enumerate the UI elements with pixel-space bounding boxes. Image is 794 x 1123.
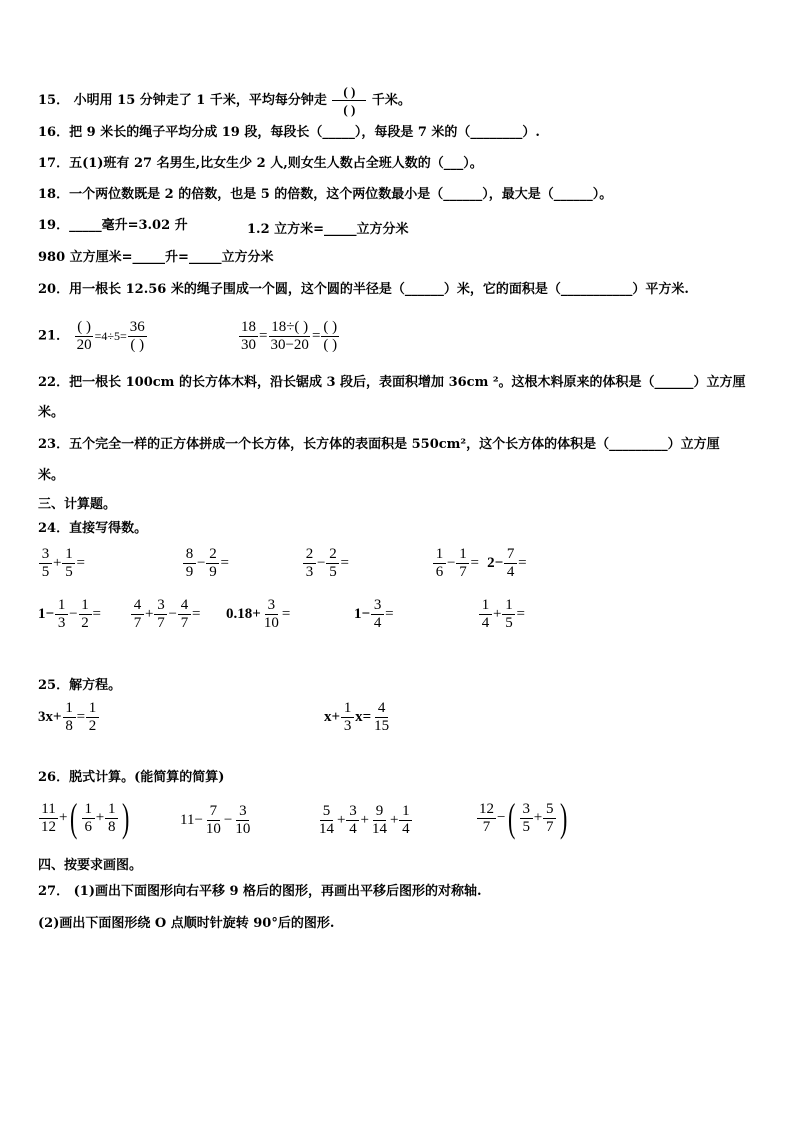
den: 9 bbox=[209, 564, 217, 580]
q24-r1-e4 bbox=[432, 547, 527, 580]
num: 9 bbox=[373, 804, 386, 821]
question-17: 17．五(1)班有 27 名男生,比女生少 2 人,则女生人数占全班人数的（___）。 bbox=[38, 156, 483, 171]
num: 11 bbox=[41, 800, 56, 817]
q26-e1 bbox=[38, 795, 133, 840]
num: 1 bbox=[479, 598, 492, 615]
num: 5 bbox=[320, 804, 333, 821]
q21-mid: =4÷5= bbox=[94, 329, 127, 343]
op: − bbox=[223, 812, 233, 828]
op: + bbox=[59, 809, 68, 826]
num: 1 bbox=[82, 802, 95, 819]
whole: 11− bbox=[180, 812, 203, 828]
q21-f2-den: ( ) bbox=[130, 336, 145, 353]
num: 1 bbox=[502, 598, 515, 615]
whole: 2− bbox=[487, 555, 504, 571]
den: 14 bbox=[371, 821, 387, 837]
q21-frac4 bbox=[268, 320, 310, 353]
num: 3 bbox=[39, 547, 52, 564]
den: 6 bbox=[84, 818, 93, 835]
q21-f4-den: 30−20 bbox=[270, 336, 309, 353]
den: 5 bbox=[505, 615, 513, 631]
eq: = bbox=[470, 555, 479, 571]
num: 3 bbox=[371, 598, 384, 615]
q24-r2-e2 bbox=[130, 598, 200, 631]
num: 1 bbox=[55, 598, 68, 615]
num: 1 bbox=[86, 701, 99, 718]
op: + bbox=[389, 812, 399, 828]
den: 3 bbox=[57, 615, 66, 631]
num: 3 bbox=[520, 802, 533, 819]
num: 3 bbox=[236, 804, 249, 821]
op: + bbox=[533, 809, 543, 826]
den: 14 bbox=[319, 821, 334, 837]
num: 4 bbox=[178, 598, 191, 615]
den: 7 bbox=[180, 615, 189, 631]
num: 4 bbox=[375, 701, 388, 718]
den: 8 bbox=[65, 718, 73, 734]
eq: = bbox=[92, 606, 101, 622]
question-23b: 米。 bbox=[38, 468, 65, 483]
num: 1 bbox=[79, 598, 92, 615]
den: 7 bbox=[133, 615, 142, 631]
q21-f1-den: 20 bbox=[76, 336, 92, 353]
num: 1 bbox=[456, 547, 469, 564]
num: 3 bbox=[154, 598, 167, 615]
den: 5 bbox=[522, 818, 531, 835]
num: 1 bbox=[63, 701, 76, 718]
den: 9 bbox=[185, 564, 194, 580]
q21-f4-num: 18÷( ) bbox=[271, 318, 309, 335]
den: 4 bbox=[402, 821, 410, 837]
num: 8 bbox=[183, 547, 196, 564]
whole: 0.18+ bbox=[226, 606, 261, 622]
q25-eq2 bbox=[324, 701, 392, 734]
term: x= bbox=[355, 709, 372, 725]
den: 7 bbox=[482, 818, 491, 835]
question-19b: 1.2 立方米=_____立方分米 bbox=[247, 222, 409, 237]
op: − bbox=[197, 555, 206, 571]
q24-r2-e1 bbox=[38, 598, 101, 631]
whole: 1− bbox=[354, 606, 371, 622]
q21-label: 21． bbox=[38, 328, 70, 344]
whole: 1− bbox=[38, 606, 55, 622]
q21-f1-num: ( ) bbox=[77, 318, 91, 335]
den: 3 bbox=[343, 718, 352, 734]
den: 7 bbox=[157, 615, 165, 631]
left-paren: ( bbox=[508, 795, 516, 840]
num: 4 bbox=[131, 598, 144, 615]
q24-r1-e1 bbox=[38, 547, 85, 580]
q21-frac2 bbox=[128, 320, 147, 353]
eq: = bbox=[220, 555, 229, 571]
question-19a: 19．_____毫升=3.02 升 bbox=[38, 218, 188, 233]
q21-eq2: = bbox=[311, 328, 321, 344]
num: 1 bbox=[105, 802, 118, 819]
q21-frac1 bbox=[75, 320, 94, 353]
question-18: 18．一个两位数既是 2 的倍数，也是 5 的倍数，这个两位数最小是（______），最大是（______）。 bbox=[38, 187, 613, 202]
question-15 bbox=[38, 84, 411, 117]
question-23a: 23．五个完全一样的正方体拼成一个长方体，长方体的表面积是 550cm²，这个长方体的体积是（_________）立方厘 bbox=[38, 437, 720, 452]
den: 5 bbox=[65, 564, 73, 580]
op: + bbox=[337, 812, 346, 828]
op: − bbox=[497, 809, 506, 826]
den: 6 bbox=[435, 564, 444, 580]
q15-den: ( ) bbox=[343, 102, 356, 117]
q24-r1-e3 bbox=[302, 547, 349, 580]
den: 4 bbox=[506, 564, 515, 580]
op: − bbox=[447, 555, 456, 571]
eq: = bbox=[516, 606, 525, 622]
q26-e3 bbox=[316, 804, 413, 837]
q26-e2 bbox=[180, 804, 253, 837]
den: 10 bbox=[235, 821, 251, 837]
num: 1 bbox=[433, 547, 446, 564]
op: − bbox=[317, 555, 326, 571]
eq: = bbox=[281, 606, 291, 622]
eq: = bbox=[518, 555, 527, 571]
q15-suffix: 千米。 bbox=[371, 93, 411, 108]
den: 8 bbox=[108, 818, 116, 835]
num: 2 bbox=[326, 547, 339, 564]
right-paren: ) bbox=[560, 795, 568, 840]
term: x+ bbox=[324, 709, 341, 725]
num: 1 bbox=[399, 804, 412, 821]
term: 3x+ bbox=[38, 709, 62, 725]
op: + bbox=[95, 809, 105, 826]
question-27b: (2)画出下面图形绕 O 点顺时针旋转 90°后的图形. bbox=[38, 916, 335, 931]
q26-e4 bbox=[476, 795, 571, 840]
question-22b: 米。 bbox=[38, 405, 65, 420]
q21-f3-den: 30 bbox=[241, 336, 256, 353]
q21-f2-num: 36 bbox=[129, 318, 145, 335]
left-paren: ( bbox=[70, 795, 78, 840]
op: + bbox=[145, 606, 154, 622]
q24-r2-e4 bbox=[354, 598, 394, 631]
q21-f5-num: ( ) bbox=[323, 318, 338, 335]
q21-eq1: = bbox=[259, 328, 268, 344]
op: + bbox=[53, 555, 62, 571]
q25-eq1 bbox=[38, 701, 100, 734]
question-16: 16．把 9 米长的绳子平均分成 19 段，每段长（_____），每段是 7 米的（________）. bbox=[38, 125, 540, 140]
den: 2 bbox=[88, 718, 97, 734]
op: + bbox=[360, 812, 369, 828]
num: 2 bbox=[303, 547, 316, 564]
num: 3 bbox=[346, 804, 359, 821]
question-20: 20．用一根长 12.56 米的绳子围成一个圆，这个圆的半径是（______）米，它的面积是（___________）平方米. bbox=[38, 282, 689, 297]
num: 5 bbox=[543, 802, 556, 819]
question-21b bbox=[238, 316, 340, 357]
den: 15 bbox=[374, 718, 390, 734]
den: 10 bbox=[263, 615, 279, 631]
question-19c: 980 立方厘米=_____升=_____立方分米 bbox=[38, 250, 274, 265]
eq: = bbox=[76, 555, 85, 571]
den: 2 bbox=[81, 615, 89, 631]
op: − bbox=[168, 606, 177, 622]
den: 4 bbox=[481, 615, 490, 631]
den: 7 bbox=[459, 564, 467, 580]
den: 5 bbox=[41, 564, 50, 580]
num: 7 bbox=[504, 547, 517, 564]
den: 12 bbox=[41, 818, 56, 835]
q21-frac5 bbox=[321, 320, 339, 353]
den: 7 bbox=[546, 818, 554, 835]
den: 3 bbox=[305, 564, 314, 580]
section-4-title: 四、按要求画图。 bbox=[38, 858, 143, 873]
q15-num: ( ) bbox=[332, 84, 366, 101]
q21-f5-den: ( ) bbox=[323, 336, 338, 353]
question-27a: 27． (1)画出下面图形向右平移 9 格后的图形，再画出平移后图形的对称轴. bbox=[38, 884, 482, 899]
question-22a: 22．把一根长 100cm 的长方体木料，沿长锯成 3 段后，表面积增加 36cm ²。这根木料原来的体积是（______）立方厘 bbox=[38, 375, 746, 390]
eq: = bbox=[191, 606, 201, 622]
question-24: 24．直接写得数。 bbox=[38, 521, 148, 536]
question-21 bbox=[38, 316, 148, 357]
den: 5 bbox=[329, 564, 337, 580]
right-paren: ) bbox=[122, 795, 130, 840]
q24-r1-e2 bbox=[182, 547, 229, 580]
q15-fraction bbox=[332, 84, 366, 117]
op: + bbox=[493, 606, 502, 622]
eq: = bbox=[385, 606, 394, 622]
den: 10 bbox=[205, 821, 221, 837]
q24-r2-e3 bbox=[226, 598, 290, 631]
q21-f3-num: 18 bbox=[241, 318, 256, 335]
q24-r2-e5 bbox=[478, 598, 525, 631]
num: 1 bbox=[62, 547, 75, 564]
num: 12 bbox=[479, 800, 494, 817]
num: 3 bbox=[265, 598, 278, 615]
eq: = bbox=[340, 555, 349, 571]
section-3-title: 三、计算题。 bbox=[38, 497, 117, 512]
den: 4 bbox=[373, 615, 382, 631]
num: 7 bbox=[207, 804, 220, 821]
question-26: 26．脱式计算。(能简算的简算) bbox=[38, 770, 225, 785]
eq: = bbox=[76, 709, 86, 725]
den: 4 bbox=[349, 821, 357, 837]
op: − bbox=[69, 606, 78, 622]
num: 2 bbox=[206, 547, 219, 564]
q21-frac3 bbox=[239, 320, 258, 353]
q15-prefix: 15． 小明用 15 分钟走了 1 千米，平均每分钟走 bbox=[38, 93, 327, 108]
question-25: 25．解方程。 bbox=[38, 678, 122, 693]
num: 1 bbox=[341, 701, 354, 718]
